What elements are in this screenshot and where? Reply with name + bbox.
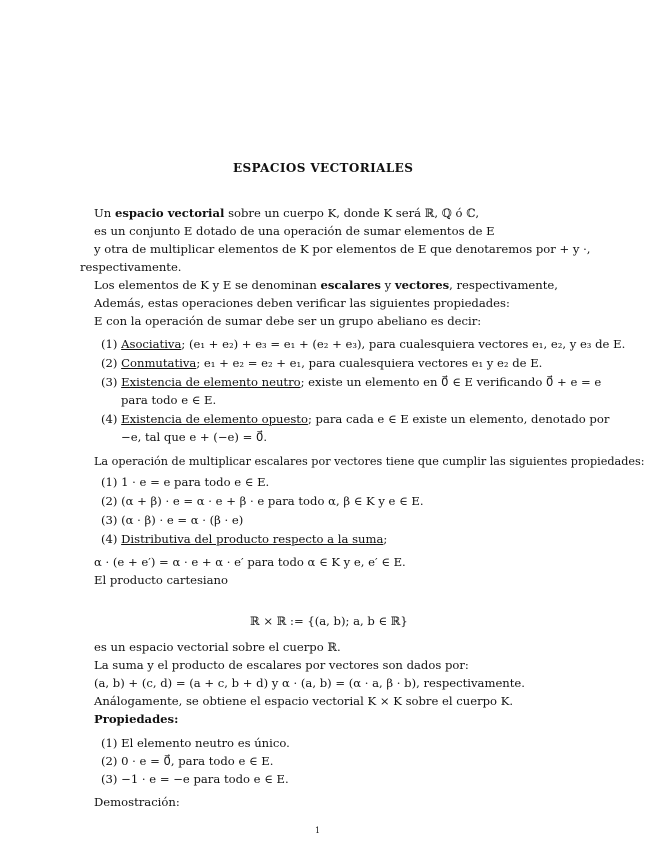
group-prop-2 (101, 356, 542, 370)
property-text: (α · β) · e = α · (β · e) (121, 513, 244, 527)
item-number: (2) (101, 494, 118, 508)
property-text: 1 · e = e para todo e ∈ E. (121, 475, 270, 489)
property-term: Distributiva del producto respecto a la suma (121, 532, 384, 546)
group-prop-3-cont: para todo e ∈ E. (121, 393, 217, 407)
intro-line-2: es un conjunto E dotado de una operación de sumar elementos de E (94, 224, 495, 238)
property-text: −1 · e = −e para todo e ∈ E. (121, 772, 289, 786)
item-number: (1) (101, 475, 118, 489)
item-number: (1) (101, 337, 118, 351)
cartesian-line-3: (a, b) + (c, d) = (a + c, b + d) y α · (a, b) = (α · a, β · b), respectivamente. (94, 676, 525, 690)
property-term: Conmutativa (121, 356, 197, 370)
property-text: ; para cada e ∈ E existe un elemento, denotado por (307, 412, 610, 426)
item-number: (3) (101, 513, 118, 527)
item-number: (4) (101, 532, 118, 546)
scalar-prop-2 (101, 494, 424, 508)
intro-line-6: Además, estas operaciones deben verificar las siguientes propiedades: (94, 296, 510, 310)
final-prop-2 (101, 754, 273, 768)
property-text: ; e₁ + e₂ = e₂ + e₁, para cualesquiera vectores e₁ y e₂ de E. (196, 356, 543, 370)
final-prop-3 (101, 772, 289, 786)
scalar-prop-1 (101, 475, 269, 489)
intro-line-1 (94, 206, 479, 220)
group-prop-4-cont: −e, tal que e + (−e) = 0⃗. (121, 430, 268, 444)
intro-text: Los elementos de K y E se denominan (94, 278, 321, 292)
property-text: 0 · e = 0⃗, para todo e ∈ E. (121, 754, 274, 768)
item-number: (1) (101, 736, 118, 750)
item-number: (4) (101, 412, 118, 426)
intro-text: Un (94, 206, 115, 220)
property-text: El elemento neutro es único. (121, 736, 290, 750)
cartesian-line-1: es un espacio vectorial sobre el cuerpo ℝ. (94, 640, 341, 654)
property-term: Existencia de elemento opuesto (121, 412, 308, 426)
item-number: (3) (101, 375, 118, 389)
page-title: ESPACIOS VECTORIALES (233, 161, 414, 175)
intro-text: y (380, 278, 395, 292)
property-text: (α + β) · e = α · e + β · e para todo α, β ∈ K y e ∈ E. (121, 494, 424, 508)
cartesian-line-4: Análogamente, se obtiene el espacio vectorial K × K sobre el cuerpo K. (94, 694, 514, 708)
cartesian-formula: ℝ × ℝ := {(a, b); a, b ∈ ℝ} (250, 614, 408, 628)
term-escalares: escalares (320, 278, 381, 292)
scalar-prop-4 (101, 532, 387, 546)
property-text: ; existe un elemento en 0⃗ ∈ E verificando 0⃗ + e = e (300, 375, 602, 389)
item-number: (2) (101, 754, 118, 768)
term-espacio-vectorial: espacio vectorial (114, 206, 225, 220)
propiedades-heading: Propiedades: (94, 712, 179, 726)
page-number: 1 (315, 826, 321, 835)
distributive-formula: α · (e + e′) = α · e + α · e′ para todo α ∈ K y e, e′ ∈ E. (94, 555, 406, 569)
intro-text: sobre un cuerpo K, donde K será ℝ, ℚ ó ℂ, (224, 206, 480, 220)
final-prop-1 (101, 736, 290, 750)
scalar-intro: La operación de multiplicar escalares por vectores tiene que cumplir las siguientes propiedades: (94, 455, 645, 468)
cartesian-line-2: La suma y el producto de escalares por vectores son dados por: (94, 658, 469, 672)
cartesian-label: El producto cartesiano (94, 573, 228, 587)
demostracion-label: Demostración: (94, 795, 180, 809)
intro-line-4: respectivamente. (80, 260, 182, 274)
term-vectores: vectores (394, 278, 450, 292)
intro-line-5 (94, 278, 558, 292)
property-term: Asociativa (121, 337, 182, 351)
item-number: (3) (101, 772, 118, 786)
intro-line-7: E con la operación de sumar debe ser un grupo abeliano es decir: (94, 314, 482, 328)
property-text: ; (e₁ + e₂) + e₃ = e₁ + (e₂ + e₃), para cualesquiera vectores e₁, e₂, y e₃ de E. (181, 337, 626, 351)
intro-line-3: y otra de multiplicar elementos de K por elementos de E que denotaremos por + y ·, (94, 242, 591, 256)
group-prop-1 (101, 337, 625, 351)
group-prop-4 (101, 412, 609, 426)
scalar-prop-3 (101, 513, 243, 527)
property-term: Existencia de elemento neutro (121, 375, 301, 389)
intro-text: , respectivamente, (449, 278, 558, 292)
group-prop-3 (101, 375, 601, 389)
property-text: ; (383, 532, 388, 546)
item-number: (2) (101, 356, 118, 370)
